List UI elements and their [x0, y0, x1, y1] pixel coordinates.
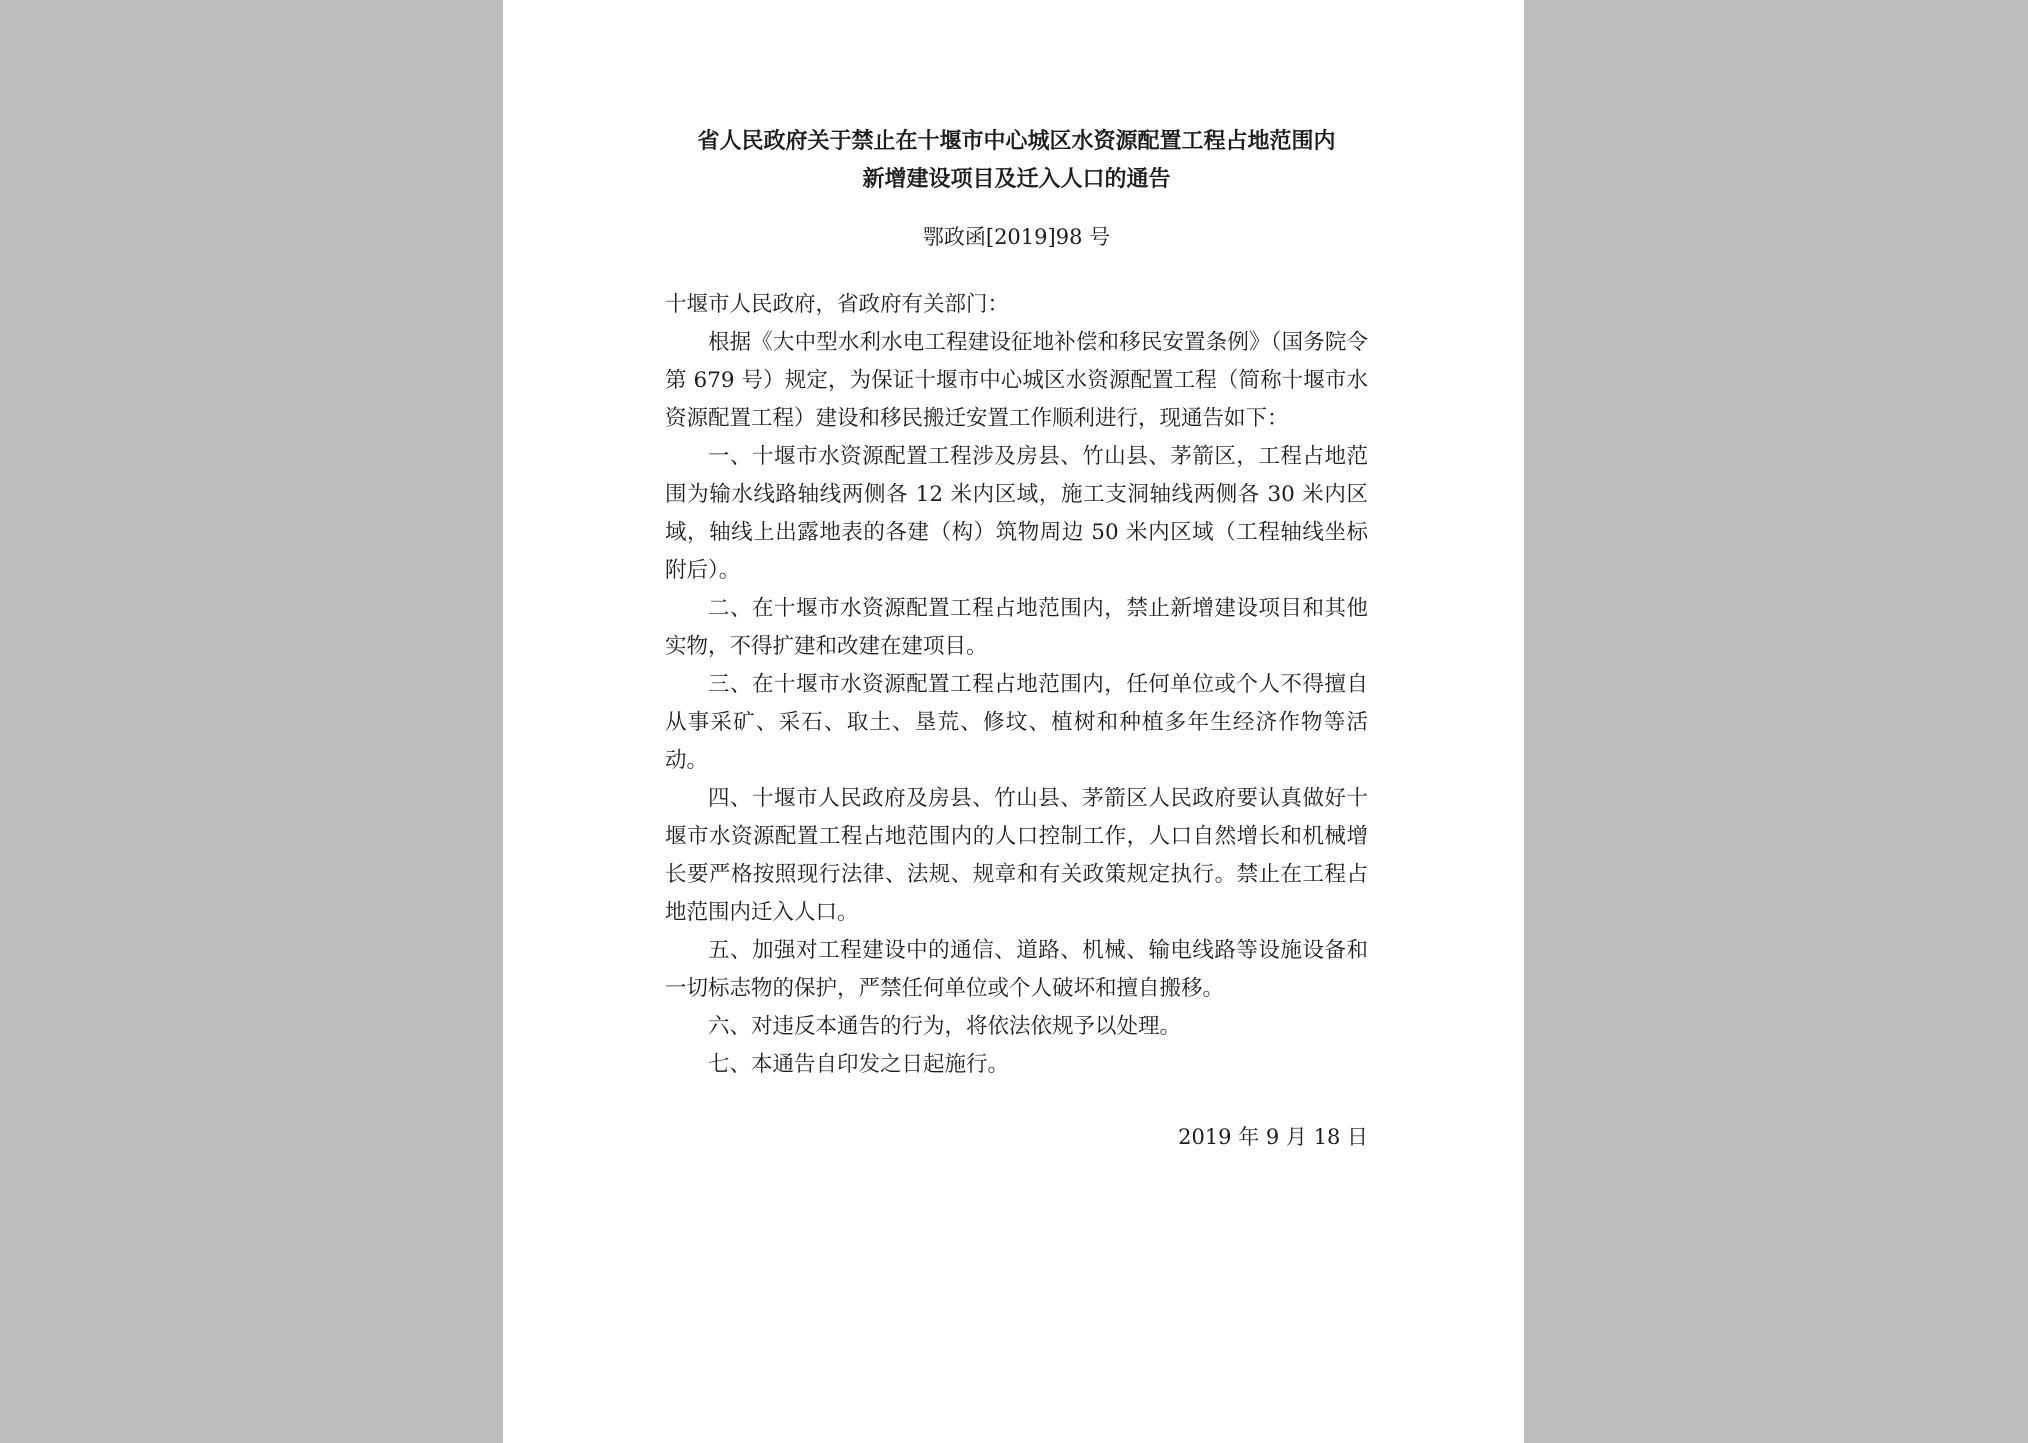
document-number: 鄂政函[2019]98 号 — [922, 225, 1111, 249]
paragraph-item-5: 五、加强对工程建设中的通信、道路、机械、输电线路等设施设备和一切标志物的保护，严禁任何单位或个人破坏和擅自搬移。 — [665, 938, 1368, 1001]
document-title — [665, 122, 1368, 198]
paragraph-item-7: 七、本通告自印发之日起施行。 — [708, 1052, 1010, 1077]
paragraph-item-2: 二、在十堰市水资源配置工程占地范围内，禁止新增建设项目和其他实物，不得扩建和改建在建项目。 — [665, 596, 1368, 659]
document-body — [665, 286, 1368, 1084]
title-line-1: 省人民政府关于禁止在十堰市中心城区水资源配置工程占地范围内 — [697, 128, 1336, 154]
paragraph-preamble: 根据《大中型水利水电工程建设征地补偿和移民安置条例》（国务院令第 679 号）规定，为保证十堰市中心城区水资源配置工程（简称十堰市水资源配置工程）建设和移民搬迁安置工作顺利进行，现通告如下： — [665, 330, 1368, 431]
document-page — [503, 0, 1524, 1443]
paragraph-item-3: 三、在十堰市水资源配置工程占地范围内，任何单位或个人不得擅自从事采矿、采石、取土、垦荒、修坟、植树和种植多年生经济作物等活动。 — [665, 672, 1368, 773]
document-content — [665, 122, 1368, 1152]
paragraph-item-1: 一、十堰市水资源配置工程涉及房县、竹山县、茅箭区，工程占地范围为输水线路轴线两侧各 12 米内区域，施工支洞轴线两侧各 30 米内区域，轴线上出露地表的各建（构）筑物周边 50 米内区域（工程轴线坐标附后）。 — [665, 444, 1368, 583]
title-line-2: 新增建设项目及迁入人口的通告 — [862, 166, 1171, 192]
paragraph-item-6: 六、对违反本通告的行为，将依法依规予以处理。 — [708, 1014, 1182, 1039]
paragraph-item-4: 四、十堰市人民政府及房县、竹山县、茅箭区人民政府要认真做好十堰市水资源配置工程占地范围内的人口控制工作，人口自然增长和机械增长要严格按照现行法律、法规、规章和有关政策规定执行。禁止在工程占地范围内迁入人口。 — [665, 786, 1368, 925]
salutation: 十堰市人民政府，省政府有关部门： — [665, 292, 1010, 317]
issue-date: 2019 年 9 月 18 日 — [1178, 1125, 1368, 1149]
